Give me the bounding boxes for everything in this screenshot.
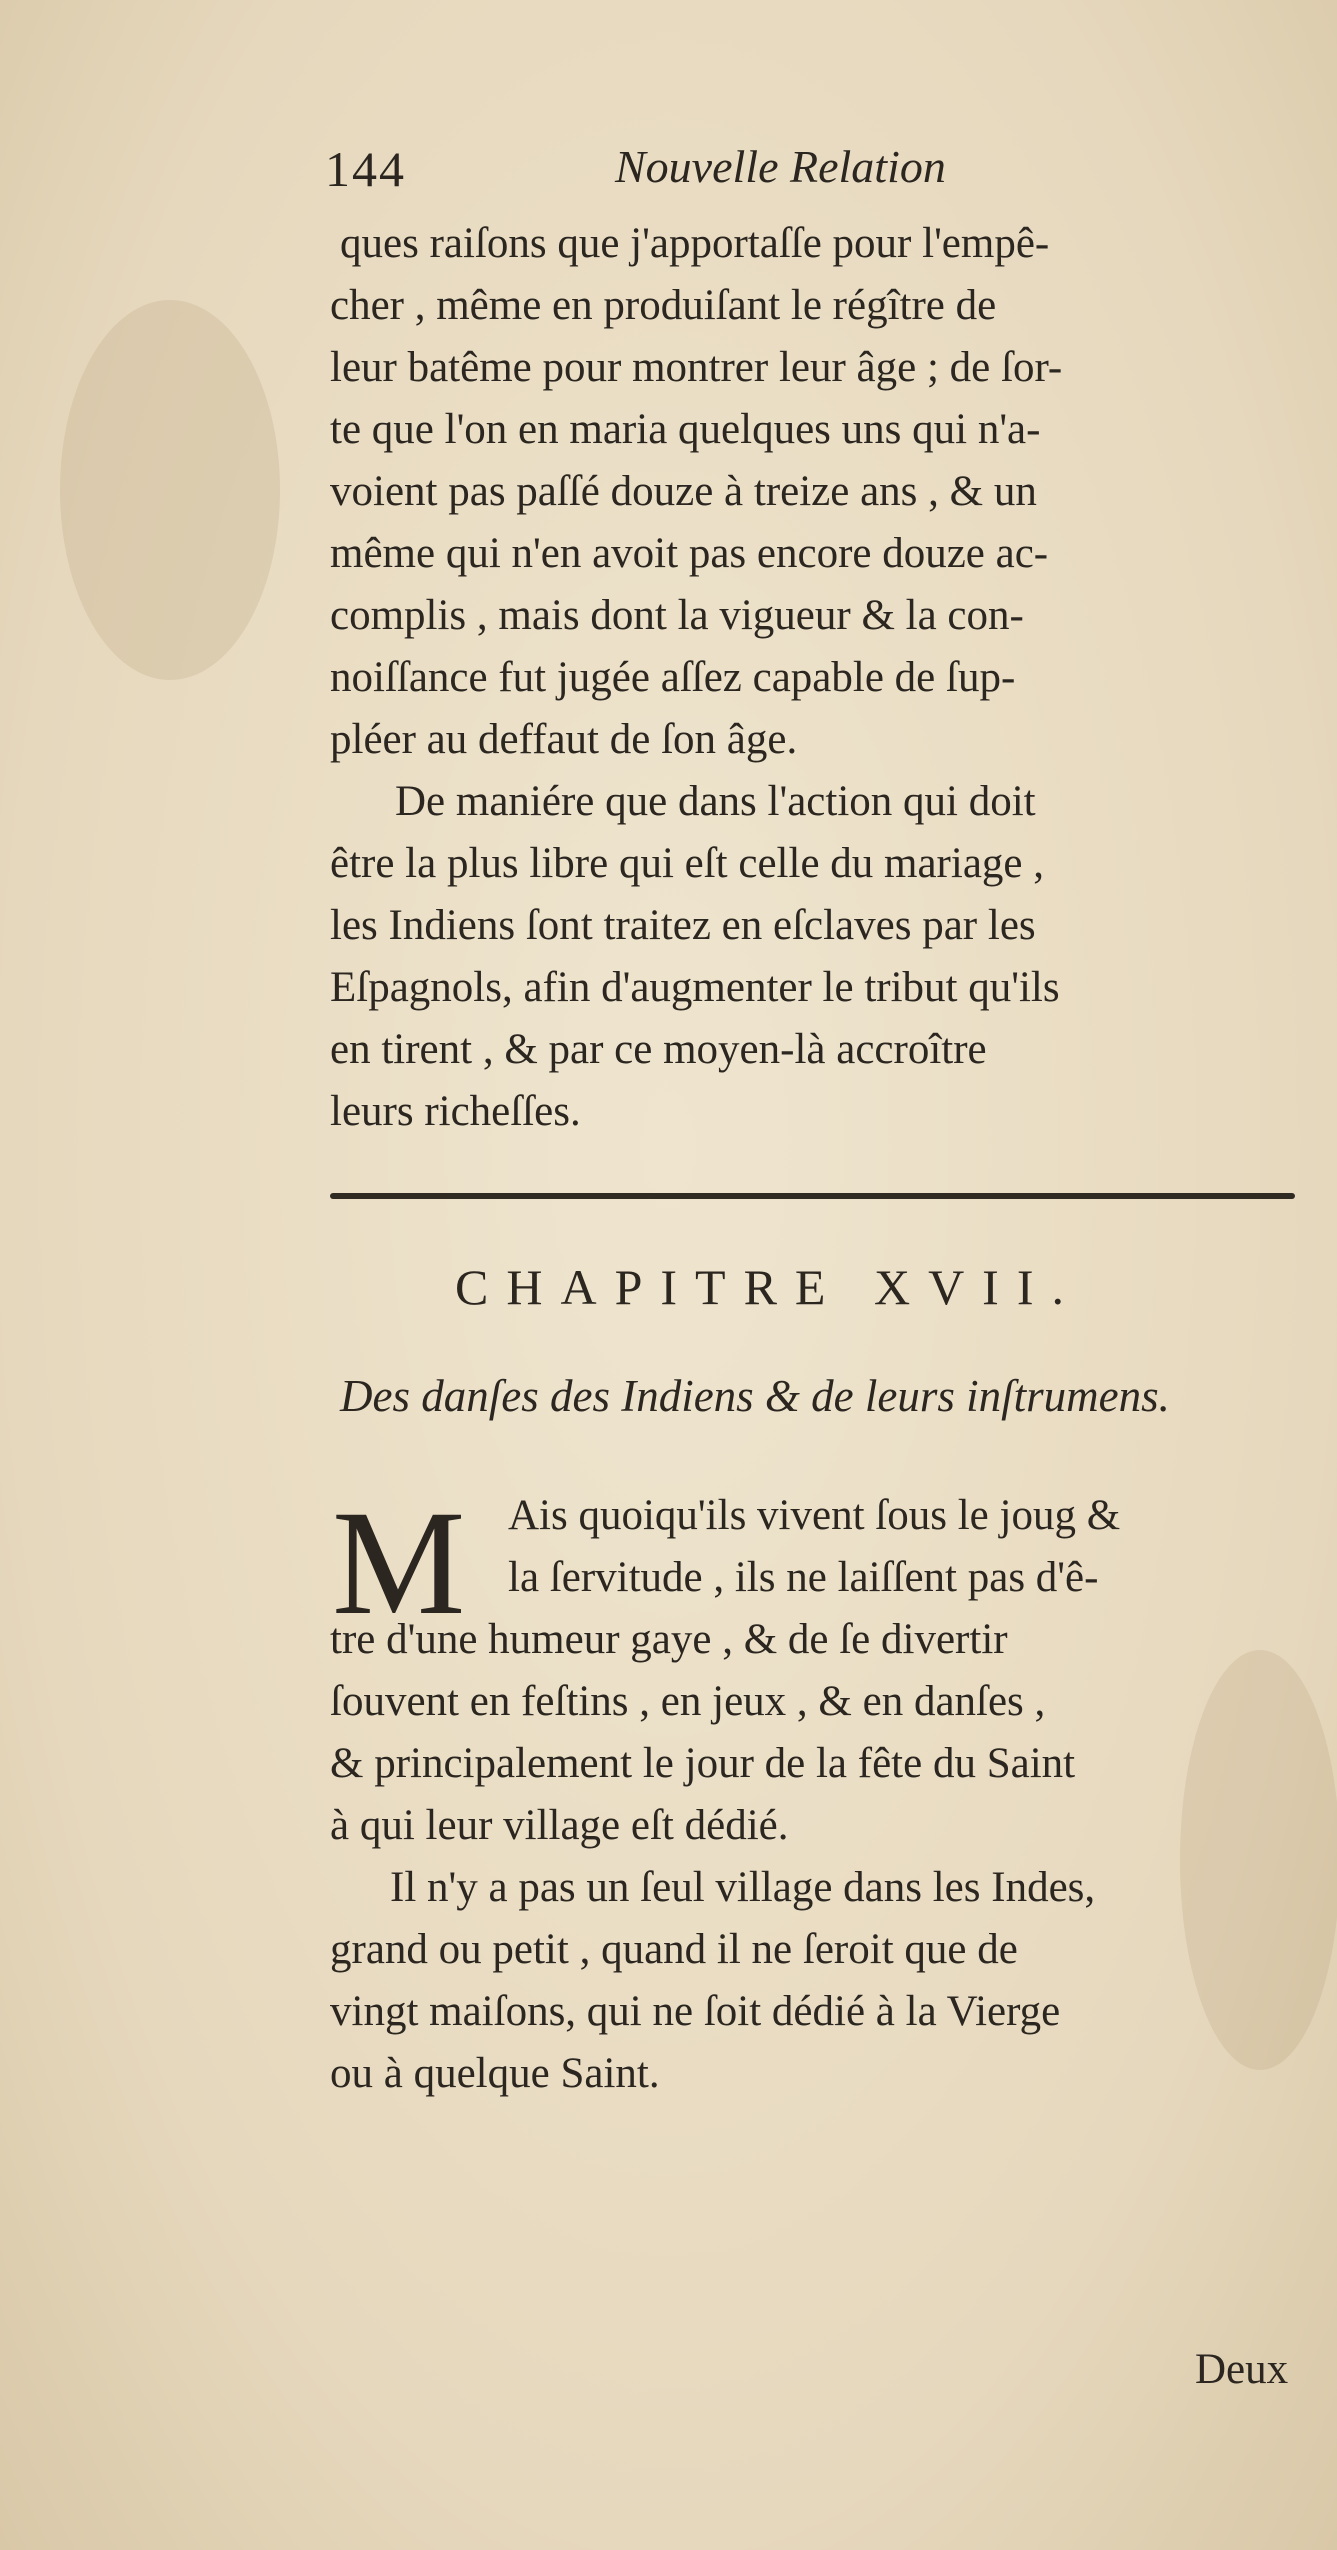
- chapter-title: CHAPITRE XVII.: [455, 1259, 1082, 1315]
- running-title: Nouvelle Relation: [615, 141, 946, 192]
- text-line: les Indiens ſont traitez en eſclaves par les: [330, 902, 1036, 949]
- text-line: Il n'y a pas un ſeul village dans les Indes,: [390, 1864, 1096, 1911]
- text-line: leurs richeſſes.: [330, 1088, 581, 1135]
- text-line: Eſpagnols, afin d'augmenter le tribut qu'ils: [330, 964, 1060, 1011]
- text-line: & principalement le jour de la fête du Saint: [330, 1740, 1076, 1787]
- text-line: pléer au deffaut de ſon âge.: [330, 716, 798, 763]
- text-line: ou à quelque Saint.: [330, 2050, 660, 2097]
- text-line: en tirent , & par ce moyen-là accroître: [330, 1026, 987, 1073]
- horizontal-rule: [330, 1193, 1295, 1199]
- paper-stain: [60, 300, 280, 680]
- text-line: te que l'on en maria quelques uns qui n'a-: [330, 406, 1041, 453]
- text-line: être la plus libre qui eſt celle du mariage ,: [330, 840, 1044, 887]
- text-line: complis , mais dont la vigueur & la con-: [330, 592, 1024, 639]
- text-line: à qui leur village eſt dédié.: [330, 1802, 789, 1849]
- text-line: même qui n'en avoit pas encore douze ac-: [330, 530, 1049, 577]
- catchword: Deux: [1195, 2346, 1289, 2393]
- text-line: la ſervitude , ils ne laiſſent pas d'ê-: [508, 1554, 1099, 1601]
- text-line: Ais quoiqu'ils vivent ſous le joug &: [508, 1492, 1121, 1539]
- text-line: noiſſance fut jugée aſſez capable de ſup-: [330, 654, 1016, 701]
- text-line: tre d'une humeur gaye , & de ſe divertir: [330, 1616, 1008, 1663]
- text-line: ques raiſons que j'apportaſſe pour l'empê-: [340, 220, 1050, 267]
- running-header: [325, 140, 1045, 210]
- text-line: grand ou petit , quand il ne ſeroit que de: [330, 1926, 1018, 1973]
- paper-stain: [1180, 1650, 1337, 2070]
- chapter-subtitle: Des danſes des Indiens & de leurs inſtrumens.: [340, 1371, 1170, 1421]
- text-line: leur batême pour montrer leur âge ; de ſor-: [330, 344, 1063, 391]
- text-line: De maniére que dans l'action qui doit: [395, 778, 1036, 825]
- page-number: 144: [325, 141, 406, 197]
- text-line: ſouvent en feſtins , en jeux , & en danſes ,: [330, 1678, 1046, 1725]
- text-line: voient pas paſſé douze à treize ans , & un: [330, 468, 1037, 515]
- drop-cap: M: [332, 1480, 466, 1646]
- text-line: vingt maiſons, qui ne ſoit dédié à la Vierge: [330, 1988, 1061, 2035]
- text-line: cher , même en produiſant le régître de: [330, 282, 997, 329]
